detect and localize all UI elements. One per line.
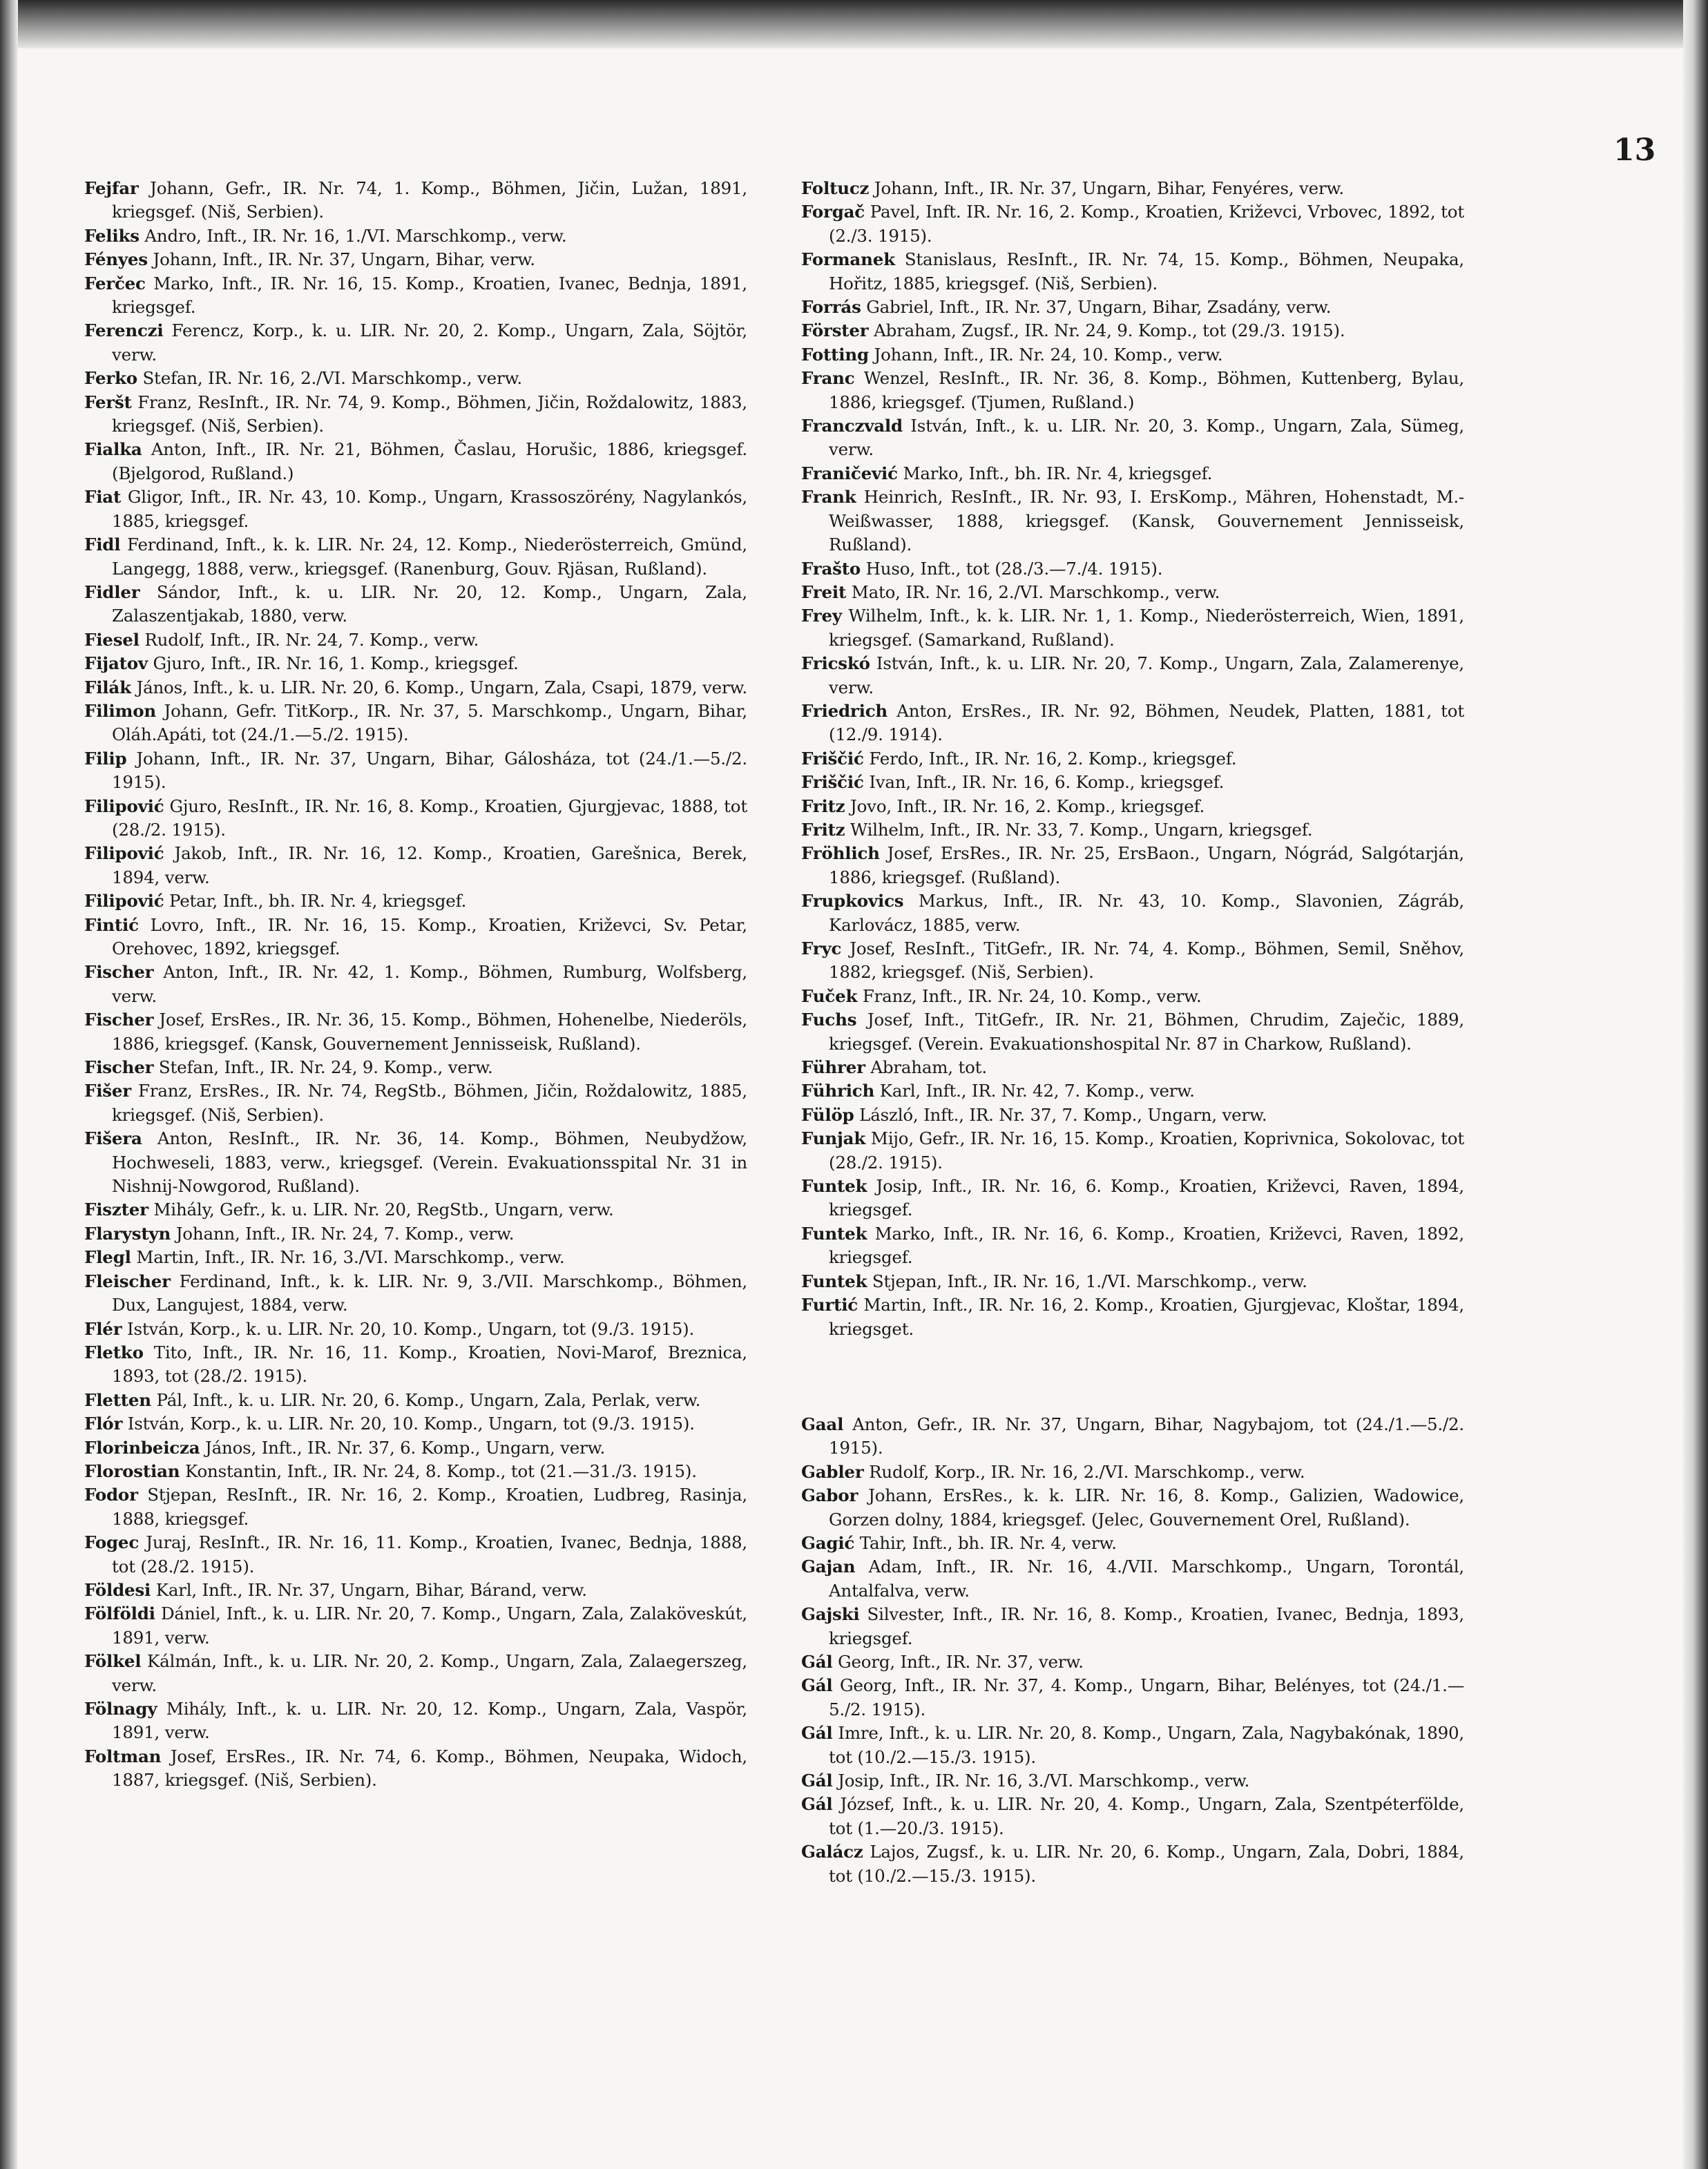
entry-surname: Fröhlich — [801, 843, 880, 864]
list-item — [801, 889, 1464, 937]
entry-surname: Fodor — [84, 1485, 138, 1505]
entry-details: Johann, Inft., IR. Nr. 37, Ungarn, Bihar, Fenyéres, verw. — [874, 178, 1344, 198]
entry-details: István, Inft., k. u. LIR. Nr. 20, 7. Komp., Ungarn, Zala, Zalamerenye, verw. — [829, 653, 1464, 697]
entry-details: Tito, Inft., IR. Nr. 16, 11. Komp., Kroatien, Novi-Marof, Breznica, 1893, tot (28./2. 1915). — [112, 1342, 747, 1387]
list-item — [801, 1484, 1464, 1532]
entry-details: Johann, Inft., IR. Nr. 24, 7. Komp., verw. — [175, 1223, 515, 1244]
entry-details: Franz, ErsRes., IR. Nr. 74, RegStb., Böhmen, Jičin, Roždalowitz, 1885, kriegsgef. (Niš, Serbien). — [112, 1081, 747, 1125]
list-item — [84, 319, 747, 367]
entry-surname: Förster — [801, 320, 869, 341]
list-item — [801, 1722, 1464, 1769]
entry-details: Wilhelm, Inft., k. k. LIR. Nr. 1, 1. Komp., Niederösterreich, Wien, 1891, kriegsgef. (Samarkand, Rußland). — [829, 606, 1465, 650]
entry-surname: Feršt — [84, 392, 132, 412]
entry-surname: Florostian — [84, 1461, 180, 1481]
entry-surname: Frašto — [801, 558, 861, 579]
entry-details: Gjuro, ResInft., IR. Nr. 16, 8. Komp., Kroatien, Gjurgjevac, 1888, tot (28./2. 1915). — [112, 796, 747, 840]
list-item — [801, 1079, 1464, 1103]
list-item — [801, 795, 1464, 818]
entry-details: Kálmán, Inft., k. u. LIR. Nr. 20, 2. Komp., Ungarn, Zala, Zalaegerszeg, verw. — [112, 1651, 747, 1695]
list-item — [801, 1532, 1464, 1555]
entry-details: Johann, Gefr. TitKorp., IR. Nr. 37, 5. Marschkomp., Ungarn, Bihar, Oláh.Apáti, tot (24./1.—5./2. 1915). — [112, 700, 747, 745]
entry-details: Juraj, ResInft., IR. Nr. 16, 11. Komp., Kroatien, Ivanec, Bednja, 1888, tot (28./2. 1915). — [112, 1532, 748, 1577]
entry-details: István, Inft., k. u. LIR. Nr. 20, 3. Komp., Ungarn, Zala, Sümeg, verw. — [829, 416, 1464, 460]
entry-surname: Filip — [84, 748, 127, 769]
entry-surname: Friščić — [801, 772, 864, 793]
entry-details: Markus, Inft., IR. Nr. 43, 10. Komp., Slavonien, Zágráb, Karlovácz, 1885, verw. — [829, 891, 1464, 935]
entry-details: Karl, Inft., IR. Nr. 37, Ungarn, Bihar, Bárand, verw. — [155, 1579, 587, 1600]
entry-surname: Gabler — [801, 1461, 864, 1482]
list-item — [84, 1056, 747, 1079]
list-item — [801, 1793, 1464, 1840]
list-item — [801, 985, 1464, 1008]
entry-details: Sándor, Inft., k. u. LIR. Nr. 20, 12. Komp., Ungarn, Zala, Zalaszentjakab, 1880, verw. — [112, 581, 747, 626]
list-item — [801, 1056, 1464, 1079]
entry-details: Marko, Inft., IR. Nr. 16, 15. Komp., Kroatien, Ivanec, Bednja, 1891, kriegsgef. — [112, 273, 747, 318]
list-item — [801, 1127, 1464, 1175]
list-item — [801, 343, 1464, 367]
list-item — [84, 1412, 747, 1436]
entry-details: Ferencz, Korp., k. u. LIR. Nr. 20, 2. Komp., Ungarn, Zala, Söjtör, verw. — [112, 320, 747, 365]
list-item — [84, 795, 747, 842]
entry-details: Josip, Inft., IR. Nr. 16, 3./VI. Marschkomp., verw. — [838, 1771, 1250, 1791]
list-item — [801, 818, 1464, 842]
entry-surname: Führich — [801, 1081, 875, 1101]
entry-details: Andro, Inft., IR. Nr. 16, 1./VI. Marschkomp., verw. — [144, 225, 567, 246]
list-item — [801, 485, 1464, 557]
entry-surname: Fuchs — [801, 1010, 857, 1030]
list-item — [84, 1579, 747, 1602]
entry-details: Tahir, Inft., bh. IR. Nr. 4, verw. — [859, 1532, 1117, 1553]
list-item — [84, 485, 747, 533]
entry-details: Rudolf, Korp., IR. Nr. 16, 2./VI. Marschkomp., verw. — [869, 1461, 1305, 1482]
right-column — [801, 177, 1464, 1888]
entry-surname: Filipović — [84, 843, 164, 864]
entry-surname: Galácz — [801, 1842, 863, 1862]
entry-details: Stefan, Inft., IR. Nr. 24, 9. Komp., verw. — [158, 1057, 493, 1078]
list-item — [801, 771, 1464, 794]
entry-details: Stjepan, ResInft., IR. Nr. 16, 2. Komp., Kroatien, Ludbreg, Rasinja, 1888, kriegsgef. — [112, 1485, 747, 1529]
entry-details: Abraham, tot. — [870, 1057, 987, 1078]
entry-surname: Funtek — [801, 1223, 867, 1244]
entry-surname: Fischer — [84, 1057, 154, 1078]
list-item — [84, 248, 747, 271]
list-item — [801, 1461, 1464, 1484]
scan-right-edge — [1683, 0, 1708, 2169]
entry-surname: Florinbeicza — [84, 1437, 200, 1458]
entry-details: Karl, Inft., IR. Nr. 42, 7. Komp., verw. — [879, 1081, 1195, 1101]
entry-details: Lajos, Zugsf., k. u. LIR. Nr. 20, 6. Komp., Ungarn, Zala, Dobri, 1884, tot (10./2.—15./3. 1915). — [829, 1842, 1464, 1886]
entry-surname: Forgač — [801, 202, 865, 222]
entry-details: István, Korp., k. u. LIR. Nr. 20, 10. Komp., Ungarn, tot (9./3. 1915). — [127, 1318, 695, 1339]
list-item — [84, 272, 747, 320]
entry-details: Josef, ErsRes., IR. Nr. 36, 15. Komp., Böhmen, Hohenelbe, Niederöls, 1886, kriegsgef. (Kansk, Gouvernement Jennisseisk, Rußland). — [112, 1010, 747, 1054]
entry-surname: Fišer — [84, 1081, 131, 1101]
entry-details: Josef, ErsRes., IR. Nr. 74, 6. Komp., Böhmen, Neupaka, Widoch, 1887, kriegsgef. (Niš, Serbien). — [112, 1746, 747, 1791]
list-item — [84, 367, 747, 390]
entry-surname: Fejfar — [84, 178, 139, 198]
list-item — [84, 581, 747, 628]
entry-details: Stjepan, Inft., IR. Nr. 16, 1./VI. Marschkomp., verw. — [872, 1271, 1307, 1291]
entry-surname: Franczvald — [801, 416, 903, 436]
entry-details: Ferdinand, Inft., k. k. LIR. Nr. 9, 3./VII. Marschkomp., Böhmen, Dux, Langujest, 1884, verw. — [112, 1271, 747, 1315]
list-item — [801, 1650, 1464, 1674]
entry-surname: Fritz — [801, 819, 845, 840]
list-item — [84, 1079, 747, 1127]
list-item — [84, 842, 747, 889]
entry-details: Rudolf, Inft., IR. Nr. 24, 7. Komp., verw. — [144, 629, 479, 650]
entry-details: Franz, ResInft., IR. Nr. 74, 9. Komp., Böhmen, Jičin, Roždalowitz, 1883, kriegsgef. (Niš, Serbien). — [112, 392, 747, 436]
entry-surname: Filimon — [84, 700, 156, 721]
list-item — [84, 1745, 747, 1793]
entry-details: Adam, Inft., IR. Nr. 16, 4./VII. Marschkomp., Ungarn, Torontál, Antalfalva, verw. — [829, 1556, 1464, 1601]
entry-surname: Freit — [801, 581, 847, 602]
list-item — [84, 1008, 747, 1056]
entry-surname: Fogec — [84, 1532, 140, 1553]
list-item — [801, 1674, 1464, 1722]
entry-details: Konstantin, Inft., IR. Nr. 24, 8. Komp., tot (21.—31./3. 1915). — [185, 1461, 697, 1481]
list-item — [84, 1270, 747, 1318]
list-item — [84, 177, 747, 224]
entry-details: Wilhelm, Inft., IR. Nr. 33, 7. Komp., Ungarn, kriegsgef. — [850, 819, 1313, 840]
entry-details: Josip, Inft., IR. Nr. 16, 6. Komp., Kroatien, Križevci, Raven, 1894, kriegsgef. — [829, 1176, 1464, 1220]
list-item — [801, 842, 1464, 889]
list-item — [84, 1602, 747, 1650]
list-item — [801, 1603, 1464, 1650]
entry-surname: Franičević — [801, 463, 898, 483]
scan-left-edge — [0, 0, 18, 2169]
list-item — [84, 1318, 747, 1341]
entry-details: István, Korp., k. u. LIR. Nr. 20, 10. Komp., Ungarn, tot (9./3. 1915). — [127, 1414, 695, 1434]
entry-details: Johann, Inft., IR. Nr. 24, 10. Komp., verw. — [874, 344, 1223, 365]
entry-surname: Fintić — [84, 914, 139, 935]
entry-details: József, Inft., k. u. LIR. Nr. 20, 4. Komp., Ungarn, Zala, Szentpéterfölde, tot (1.—20./3. 1915). — [829, 1794, 1464, 1838]
entry-surname: Fidl — [84, 534, 121, 555]
list-item — [801, 700, 1464, 747]
entry-details: Anton, Inft., IR. Nr. 42, 1. Komp., Böhmen, Rumburg, Wolfsberg, verw. — [112, 962, 747, 1006]
entry-surname: Feliks — [84, 225, 140, 246]
entry-details: Ferdo, Inft., IR. Nr. 16, 2. Komp., kriegsgef. — [869, 748, 1237, 769]
list-item — [84, 1198, 747, 1222]
entry-surname: Fölnagy — [84, 1699, 157, 1719]
list-item — [801, 1008, 1464, 1056]
entry-surname: Fülöp — [801, 1104, 854, 1125]
entry-surname: Fijatov — [84, 653, 148, 674]
list-item — [84, 747, 747, 795]
entry-surname: Gál — [801, 1794, 833, 1815]
entry-details: Ferdinand, Inft., k. k. LIR. Nr. 24, 12. Komp., Niederösterreich, Gmünd, Langegg, 1888, verw., kriegsgef. (Ranenburg, Gouv. Rjäsan, Rußland). — [112, 534, 747, 579]
entry-surname: Gajan — [801, 1556, 856, 1577]
entry-details: Martin, Inft., IR. Nr. 16, 2. Komp., Kroatien, Gjurgjevac, Kloštar, 1894, kriegsget. — [829, 1295, 1464, 1339]
list-item — [801, 557, 1464, 581]
entry-details: Josef, ErsRes., IR. Nr. 25, ErsBaon., Ungarn, Nógrád, Salgótarján, 1886, kriegsgef. (Rußland). — [829, 843, 1465, 887]
list-item — [84, 1341, 747, 1389]
entry-surname: Friedrich — [801, 700, 888, 721]
entry-surname: Frank — [801, 487, 856, 508]
entry-surname: Flegl — [84, 1247, 131, 1268]
entry-surname: Franc — [801, 368, 855, 389]
list-item — [801, 1413, 1464, 1461]
list-item — [84, 676, 747, 700]
entry-surname: Fiesel — [84, 629, 140, 650]
list-item — [84, 889, 747, 913]
list-item — [84, 914, 747, 961]
entry-details: Abraham, Zugsf., IR. Nr. 24, 9. Komp., tot (29./3. 1915). — [874, 320, 1345, 341]
list-item — [84, 652, 747, 675]
list-item — [801, 1555, 1464, 1603]
entry-details: Imre, Inft., k. u. LIR. Nr. 20, 8. Komp., Ungarn, Zala, Nagybakónak, 1890, tot (10./2.—15./3. 1915). — [829, 1723, 1464, 1767]
list-item — [801, 1840, 1464, 1888]
entry-surname: Ferko — [84, 368, 137, 389]
entry-surname: Fritz — [801, 796, 845, 816]
list-item — [801, 937, 1464, 985]
list-item — [801, 462, 1464, 485]
list-item — [801, 652, 1464, 700]
entry-surname: Funtek — [801, 1271, 867, 1291]
entry-details: Johann, Inft., IR. Nr. 37, Ungarn, Bihar, Gálosháza, tot (24./1.—5./2. 1915). — [112, 748, 747, 793]
entry-details: János, Inft., k. u. LIR. Nr. 20, 6. Komp., Ungarn, Zala, Csapi, 1879, verw. — [136, 677, 747, 697]
entry-surname: Fleischer — [84, 1271, 171, 1291]
entry-details: Josef, ResInft., TitGefr., IR. Nr. 74, 4. Komp., Böhmen, Semil, Sněhov, 1882, kriegsgef. (Niš, Serbien). — [829, 938, 1464, 983]
list-item — [84, 1127, 747, 1198]
entry-surname: Fiat — [84, 487, 122, 508]
section-gap — [801, 1341, 1464, 1413]
list-item — [84, 1531, 747, 1579]
entry-surname: Funtek — [801, 1176, 867, 1197]
list-item — [801, 1103, 1464, 1127]
entry-surname: Flór — [84, 1414, 123, 1434]
entry-details: Heinrich, ResInft., IR. Nr. 93, I. ErsKomp., Mähren, Hohenstadt, M.-Weißwasser, 1888, kriegsgef. (Kansk, Gouvernement Jennisseisk, Rußland). — [829, 487, 1464, 555]
entry-details: Marko, Inft., bh. IR. Nr. 4, kriegsgef. — [903, 463, 1213, 483]
list-item — [801, 367, 1464, 414]
list-item — [801, 747, 1464, 771]
entry-surname: Fialka — [84, 439, 142, 460]
entry-details: Gjuro, Inft., IR. Nr. 16, 1. Komp., kriegsgef. — [153, 653, 519, 674]
list-item — [84, 700, 747, 747]
entry-surname: Fišera — [84, 1128, 142, 1149]
entry-details: Jovo, Inft., IR. Nr. 16, 2. Komp., kriegsgef. — [850, 796, 1205, 816]
entry-surname: Funjak — [801, 1128, 866, 1149]
entry-surname: Fletko — [84, 1342, 144, 1362]
list-item — [801, 319, 1464, 343]
entry-surname: Führer — [801, 1057, 865, 1078]
entry-details: Ivan, Inft., IR. Nr. 16, 6. Komp., kriegsgef. — [869, 772, 1225, 793]
entry-surname: Flér — [84, 1318, 122, 1339]
entry-details: Anton, Inft., IR. Nr. 21, Böhmen, Časlau, Horušic, 1886, kriegsgef. (Bjelgorod, Rußland.) — [112, 439, 747, 483]
entry-surname: Fidler — [84, 581, 140, 602]
entry-surname: Gaal — [801, 1414, 844, 1434]
entry-details: Stefan, IR. Nr. 16, 2./VI. Marschkomp., verw. — [142, 368, 522, 389]
entry-surname: Forrás — [801, 297, 861, 318]
entry-details: Pavel, Inft. IR. Nr. 16, 2. Komp., Kroatien, Križevci, Vrbovec, 1892, tot (2./3. 1915). — [829, 202, 1464, 246]
list-item — [84, 1436, 747, 1460]
entry-details: Mihály, Gefr., k. u. LIR. Nr. 20, RegStb., Ungarn, verw. — [153, 1199, 614, 1220]
entry-surname: Ferenczi — [84, 320, 164, 341]
list-item — [84, 1697, 747, 1745]
list-item — [801, 1270, 1464, 1293]
list-item — [801, 604, 1464, 652]
entry-details: László, Inft., IR. Nr. 37, 7. Komp., Ungarn, verw. — [859, 1104, 1267, 1125]
entry-details: János, Inft., IR. Nr. 37, 6. Komp., Ungarn, verw. — [205, 1437, 606, 1458]
entry-surname: Gajski — [801, 1604, 860, 1625]
entry-details: Anton, Gefr., IR. Nr. 37, Ungarn, Bihar, Nagybajom, tot (24./1.—5./2. 1915). — [829, 1414, 1464, 1458]
list-item — [801, 1222, 1464, 1270]
entry-details: Mijo, Gefr., IR. Nr. 16, 15. Komp., Kroatien, Koprivnica, Sokolovac, tot (28./2. 1915). — [829, 1128, 1465, 1173]
entry-details: Josef, Inft., TitGefr., IR. Nr. 21, Böhmen, Chrudim, Zaječic, 1889, kriegsgef. (Verein. Evakuationshospital Nr. 87 in Charkow, Rußland). — [829, 1010, 1464, 1054]
list-item — [84, 1246, 747, 1269]
entry-surname: Fényes — [84, 249, 148, 270]
column-divider — [779, 178, 780, 2125]
entry-details: Mihály, Inft., k. u. LIR. Nr. 20, 12. Komp., Ungarn, Zala, Vaspör, 1891, verw. — [112, 1699, 747, 1743]
entry-surname: Flarystyn — [84, 1223, 171, 1244]
entry-surname: Furtić — [801, 1295, 858, 1315]
entry-surname: Gabor — [801, 1485, 858, 1506]
entry-surname: Frey — [801, 606, 842, 626]
entry-details: Stanislaus, ResInft., IR. Nr. 74, 15. Komp., Böhmen, Neupaka, Hořitz, 1885, kriegsgef. (Niš, Serbien). — [829, 249, 1465, 293]
list-item — [801, 1293, 1464, 1341]
list-item — [801, 177, 1464, 200]
list-item — [84, 1222, 747, 1246]
entry-surname: Formanek — [801, 249, 895, 270]
entry-details: Franz, Inft., IR. Nr. 24, 10. Komp., verw. — [862, 985, 1202, 1006]
entry-surname: Foltman — [84, 1746, 162, 1766]
entry-details: Lovro, Inft., IR. Nr. 16, 15. Komp., Kroatien, Križevci, Sv. Petar, Orehovec, 1892, kriegsgef. — [112, 914, 748, 958]
list-item — [801, 1769, 1464, 1793]
list-item — [84, 1460, 747, 1483]
list-item — [84, 1650, 747, 1697]
entry-details: Petar, Inft., bh. IR. Nr. 4, kriegsgef. — [169, 891, 467, 912]
list-item — [801, 200, 1464, 248]
entry-surname: Filipović — [84, 796, 164, 816]
entry-surname: Filipović — [84, 891, 164, 912]
entry-surname: Gál — [801, 1675, 833, 1696]
entry-surname: Ferčec — [84, 273, 146, 293]
entry-details: Johann, Inft., IR. Nr. 37, Ungarn, Bihar, verw. — [153, 249, 535, 270]
entry-details: Gabriel, Inft., IR. Nr. 37, Ungarn, Bihar, Zsadány, verw. — [866, 297, 1332, 318]
right-column-g-entries — [801, 1413, 1464, 1888]
entry-surname: Gál — [801, 1771, 833, 1791]
entry-surname: Fotting — [801, 344, 869, 365]
entry-details: Gligor, Inft., IR. Nr. 43, 10. Komp., Ungarn, Krassoszörény, Nagylankós, 1885, kriegsgef. — [112, 487, 747, 531]
list-item — [84, 391, 747, 438]
entry-details: Johann, ErsRes., k. k. LIR. Nr. 16, 8. Komp., Galizien, Wadowice, Gorzen dolny, 1884, kriegsgef. (Jelec, Gouvernement Orel, Rußland). — [829, 1485, 1464, 1530]
left-column — [84, 177, 747, 1793]
entry-details: Pál, Inft., k. u. LIR. Nr. 20, 6. Komp., Ungarn, Zala, Perlak, verw. — [156, 1389, 701, 1410]
list-item — [801, 1175, 1464, 1222]
entry-surname: Foltucz — [801, 178, 870, 198]
right-column-f-entries — [801, 177, 1464, 1341]
entry-surname: Fricskó — [801, 653, 870, 674]
entry-details: Silvester, Inft., IR. Nr. 16, 8. Komp., Kroatien, Ivanec, Bednja, 1893, kriegsgef. — [829, 1604, 1465, 1648]
entry-surname: Fiszter — [84, 1199, 148, 1220]
entry-surname: Fischer — [84, 1010, 154, 1030]
entry-surname: Fryc — [801, 938, 842, 958]
entry-surname: Fischer — [84, 962, 154, 983]
entry-details: Anton, ResInft., IR. Nr. 36, 14. Komp., Böhmen, Neubydžow, Hochweseli, 1883, verw., kriegsgef. (Verein. Evakuationsspital Nr. 31 in Nishnij-Nowgorod, Rußland). — [112, 1128, 747, 1197]
entry-surname: Gál — [801, 1651, 833, 1672]
scan-top-edge — [0, 0, 1708, 48]
entry-details: Georg, Inft., IR. Nr. 37, 4. Komp., Ungarn, Bihar, Belényes, tot (24./1.—5./2. 1915). — [829, 1675, 1464, 1719]
entry-surname: Frupkovics — [801, 891, 904, 912]
entry-details: Jakob, Inft., IR. Nr. 16, 12. Komp., Kroatien, Garešnica, Berek, 1894, verw. — [112, 843, 747, 887]
list-item — [84, 961, 747, 1008]
entry-details: Georg, Inft., IR. Nr. 37, verw. — [838, 1651, 1084, 1672]
entry-details: Huso, Inft., tot (28./3.—7./4. 1915). — [865, 558, 1163, 579]
list-item — [801, 581, 1464, 604]
entry-surname: Fölföldi — [84, 1603, 155, 1624]
entry-details: Johann, Gefr., IR. Nr. 74, 1. Komp., Böhmen, Jičin, Lužan, 1891, kriegsgef. (Niš, Serbien). — [112, 178, 747, 222]
list-item — [84, 533, 747, 581]
list-item — [84, 1483, 747, 1531]
list-item — [84, 438, 747, 485]
entry-surname: Fölkel — [84, 1651, 142, 1672]
entry-surname: Friščić — [801, 748, 864, 769]
entry-details: Wenzel, ResInft., IR. Nr. 36, 8. Komp., Böhmen, Kuttenberg, Bylau, 1886, kriegsgef. (Tjumen, Rußland.) — [829, 368, 1464, 412]
entry-surname: Filák — [84, 677, 131, 697]
entry-details: Marko, Inft., IR. Nr. 16, 6. Komp., Kroatien, Križevci, Raven, 1892, kriegsgef. — [829, 1223, 1465, 1268]
list-item — [84, 628, 747, 652]
list-item — [84, 1389, 747, 1412]
entry-surname: Fletten — [84, 1389, 151, 1410]
entry-surname: Gagić — [801, 1532, 855, 1553]
list-item — [801, 296, 1464, 319]
entry-details: Mato, IR. Nr. 16, 2./VI. Marschkomp., verw. — [851, 581, 1220, 602]
list-item — [84, 224, 747, 248]
list-item — [801, 248, 1464, 296]
entry-surname: Gál — [801, 1723, 833, 1744]
entry-details: Martin, Inft., IR. Nr. 16, 3./VI. Marschkomp., verw. — [136, 1247, 565, 1268]
entry-surname: Földesi — [84, 1579, 151, 1600]
entry-surname: Fuček — [801, 985, 858, 1006]
entry-details: Dániel, Inft., k. u. LIR. Nr. 20, 7. Komp., Ungarn, Zala, Zalaköveskút, 1891, verw. — [112, 1603, 747, 1648]
page-number: 13 — [1613, 133, 1656, 168]
entry-details: Anton, ErsRes., IR. Nr. 92, Böhmen, Neudek, Platten, 1881, tot (12./9. 1914). — [829, 700, 1465, 745]
list-item — [801, 414, 1464, 462]
